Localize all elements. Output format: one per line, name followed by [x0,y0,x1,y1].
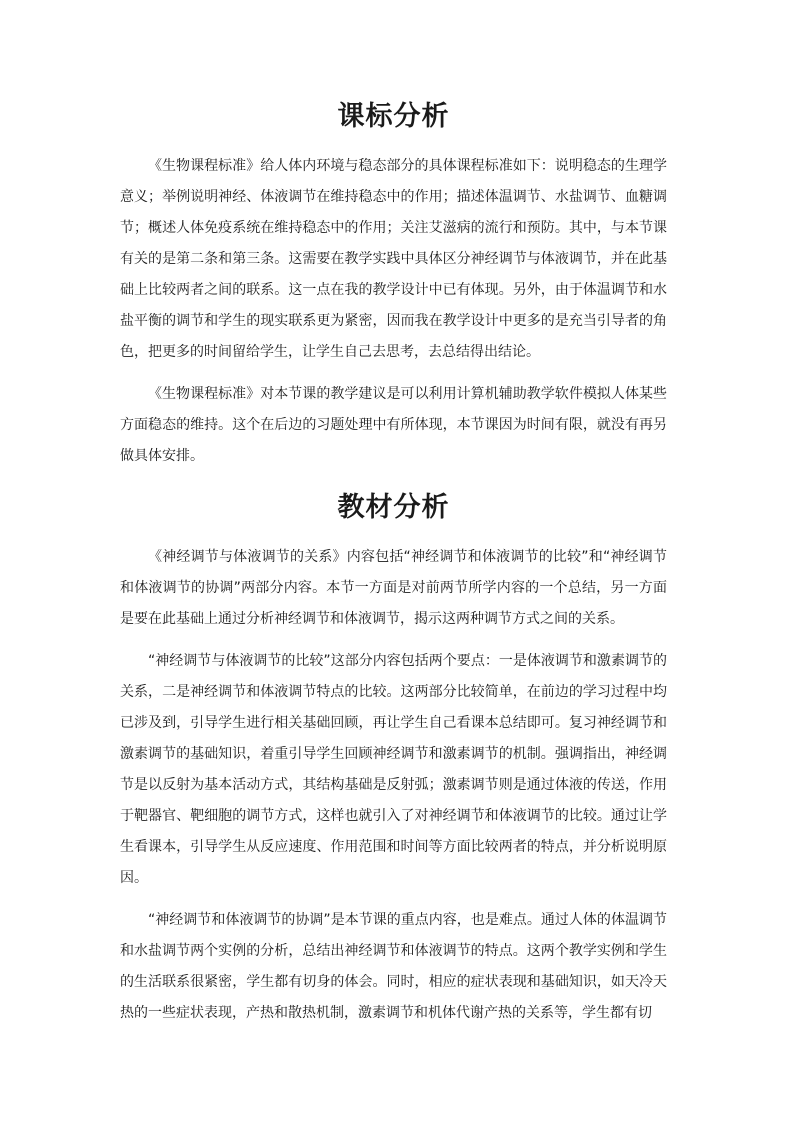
section-title-curriculum-analysis: 课标分析 [337,101,450,132]
paragraph: “神经调节与体液调节的比较”这部分内容包括两个要点：一是体液调节和激素调节的关系，二是神经调节和体液调节特点的比较。这两部分比较简单，在前边的学习过程中均已涉及到，引导学生进行相关基础回顾，再让学生自己看课本总结即可。复习神经调节和激素调节的基础知识，着重引导学生回顾神经调节和激素调节的机制。强调指出，神经调节是以反射为基本活动方式，其结构基础是反射弧；激素调节则是通过体液的传送，作用于靶器官、靶细胞的调节方式，这样也就引入了对神经调节和体液调节的比较。通过让学生看课本，引导学生从反应速度、作用范围和时间等方面比较两者的特点，并分析说明原因。 [120,653,667,886]
section-title-textbook-analysis: 教材分析 [337,492,450,523]
paragraph: 《生物课程标准》给人体内环境与稳态部分的具体课程标准如下：说明稳态的生理学意义；举例说明神经、体液调节在维持稳态中的作用；描述体温调节、水盐调节、血糖调节；概述人体免疫系统在维持稳态中的作用；关注艾滋病的流行和预防。其中，与本节课有关的是第二条和第三条。这需要在教学实践中具体区分神经调节与体液调节，并在此基础上比较两者之间的联系。这一点在我的教学设计中已有体现。另外，由于体温调节和水盐平衡的调节和学生的现实联系更为紧密，因而我在教学设计中更多的是充当引导者的角色，把更多的时间留给学生，让学生自己去思考，去总结得出结论。 [120,158,667,360]
paragraph: 《神经调节与体液调节的关系》内容包括“神经调节和体液调节的比较”和“神经调节和体液调节的协调”两部分内容。本节一方面是对前两节所学内容的一个总结，另一方面是要在此基础上通过分析神经调节和体液调节，揭示这两种调节方式之间的关系。 [120,549,667,627]
document-content [120,97,667,1040]
section-body-curriculum-analysis [120,151,667,472]
paragraph: 《生物课程标准》对本节课的教学建议是可以利用计算机辅助教学软件模拟人体某些方面稳态的维持。这个在后边的习题处理中有所体现，本节课因为时间有限，就没有再另做具体安排。 [120,386,667,464]
section-body-textbook-analysis [120,542,667,1029]
paragraph: “神经调节和体液调节的协调”是本节课的重点内容，也是难点。通过人体的体温调节和水盐调节两个实例的分析，总结出神经调节和体液调节的特点。这两个教学实例和学生的生活联系很紧密，学生都有切身的体会。同时，相应的症状表现和基础知识，如天冷天热的一些症状表现，产热和散热机制，激素调节和机体代谢产热的关系等，学生都有切 [120,912,667,1021]
